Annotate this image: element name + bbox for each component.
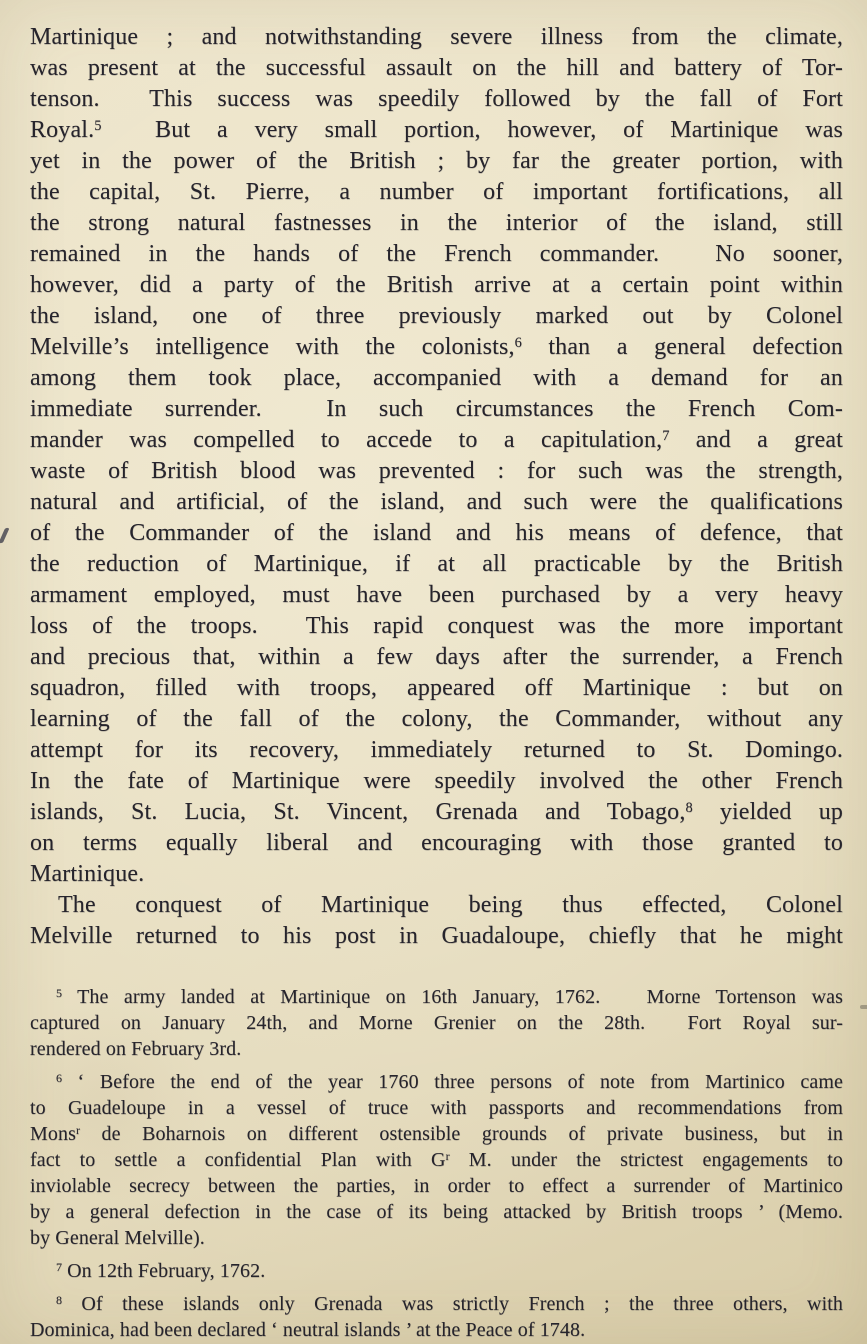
text-line: attempt for its recovery, immediately returned to St. Domingo. xyxy=(30,737,843,763)
text-line: of the Commander of the island and his means of defence, that xyxy=(30,520,843,546)
footnote-8 xyxy=(30,1291,843,1343)
footnotes-block xyxy=(30,984,843,1343)
text-line: by General Melville). xyxy=(30,1227,205,1249)
text-line: the reduction of Martinique, if at all practicable by the British xyxy=(30,551,843,577)
text-line: was present at the successful assault on the hill and battery of Tor- xyxy=(30,55,843,81)
footnote-marker: 7 xyxy=(662,427,670,444)
text-line: tenson. This success was speedily followed by the fall of Fort xyxy=(30,86,843,112)
text-line: In the fate of Martinique were speedily involved the other French xyxy=(30,768,843,794)
text-line: and precious that, within a few days after the surrender, a French xyxy=(30,644,843,670)
text-line: Martinique. xyxy=(30,861,145,887)
footnote-marker: r xyxy=(445,1149,450,1163)
text-line: armament employed, must have been purchased by a very heavy xyxy=(30,582,843,608)
text-line: $^6$ ‘ Before the end of the year 1760 three persons of note from Martinico came xyxy=(56,1071,843,1093)
text-line: learning of the fall of the colony, the Commander, without any xyxy=(30,706,843,732)
text-line: Martinique ; and notwithstanding severe illness from the climate, xyxy=(30,24,843,50)
text-line: squadron, filled with troops, appeared off Martinique : but on xyxy=(30,675,843,701)
footnote-marker: 5 xyxy=(56,986,62,1000)
footnote-marker: 8 xyxy=(56,1293,62,1307)
text-line: $^7$ On 12th February, 1762. xyxy=(56,1260,266,1282)
text-line: The conquest of Martinique being thus effected, Colonel xyxy=(58,892,843,918)
text-line: islands, St. Lucia, St. Vincent, Grenada and Tobago,$^8$ yielded up xyxy=(30,799,843,825)
text-line: to Guadeloupe in a vessel of truce with passports and recommendations from xyxy=(30,1097,843,1119)
text-line: Melville returned to his post in Guadaloupe, chiefly that he might xyxy=(30,923,843,949)
footnote-5 xyxy=(30,984,843,1062)
footnote-marker: 6 xyxy=(514,334,522,351)
text-line: the capital, St. Pierre, a number of important fortifications, all xyxy=(30,179,843,205)
footnote-6 xyxy=(30,1069,843,1251)
page-edge-speck xyxy=(860,1005,867,1009)
text-line: $^5$ The army landed at Martinique on 16th January, 1762. Morne Tortenson was xyxy=(56,986,843,1008)
text-line: natural and artificial, of the island, and such were the qualifications xyxy=(30,489,843,515)
text-line: immediate surrender. In such circumstances the French Com- xyxy=(30,396,843,422)
text-line: on terms equally liberal and encouraging with those granted to xyxy=(30,830,843,856)
text-line: Royal.$^5$ But a very small portion, however, of Martinique was xyxy=(30,117,843,143)
text-line: mander was compelled to accede to a capitulation,$^7$ and a great xyxy=(30,427,843,453)
footnote-marker: 7 xyxy=(56,1260,62,1274)
paragraph-continuation xyxy=(30,22,843,890)
text-line: however, did a party of the British arrive at a certain point within xyxy=(30,272,843,298)
text-line: the strong natural fastnesses in the interior of the island, still xyxy=(30,210,843,236)
text-line: inviolable secrecy between the parties, in order to effect a surrender of Martinico xyxy=(30,1175,843,1197)
text-line: rendered on February 3rd. xyxy=(30,1038,242,1060)
footnote-marker: 5 xyxy=(94,117,102,134)
text-line: among them took place, accompanied with a demand for an xyxy=(30,365,843,391)
text-line: Mons$^r$ de Boharnois on different ostensible grounds of private business, but in xyxy=(30,1123,843,1145)
text-line: Melville’s intelligence with the colonists,$^6$ than a general defection xyxy=(30,334,843,360)
text-line: remained in the hands of the French commander. No sooner, xyxy=(30,241,843,267)
footnote-marker: r xyxy=(75,1123,80,1137)
text-line: captured on January 24th, and Morne Grenier on the 28th. Fort Royal sur- xyxy=(30,1012,843,1034)
footnote-marker: 6 xyxy=(56,1071,62,1085)
paragraph-conquest-effected xyxy=(30,890,843,952)
ink-smudge-mark xyxy=(0,527,9,544)
main-text-block xyxy=(30,22,843,952)
text-line: Dominica, had been declared ‘ neutral islands ’ at the Peace of 1748. xyxy=(30,1319,586,1341)
footnote-marker: 8 xyxy=(685,799,693,816)
text-line: the island, one of three previously marked out by Colonel xyxy=(30,303,843,329)
text-line: fact to settle a confidential Plan with $G^r$ M. under the strictest engagements to xyxy=(30,1149,843,1171)
footnote-7 xyxy=(30,1258,843,1284)
text-line: waste of British blood was prevented : for such was the strength, xyxy=(30,458,843,484)
text-line: $^8$ Of these islands only Grenada was strictly French ; the three others, with xyxy=(56,1293,843,1315)
text-line: loss of the troops. This rapid conquest was the more important xyxy=(30,613,843,639)
text-line: yet in the power of the British ; by far the greater portion, with xyxy=(30,148,843,174)
text-line: by a general defection in the case of its being attacked by British troops ’ (Memo. xyxy=(30,1201,843,1223)
